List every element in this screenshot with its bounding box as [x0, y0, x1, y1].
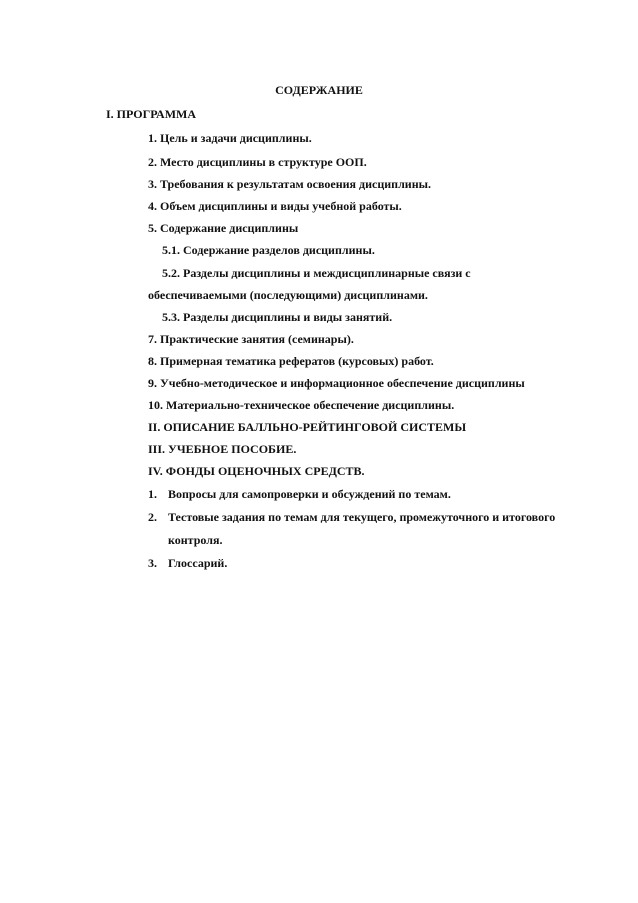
- toc-item-5-3: 5.3. Разделы дисциплины и виды занятий.: [162, 310, 393, 324]
- toc-item-5-2-continuation: обеспечиваемыми (последующими) дисциплинами.: [148, 288, 428, 302]
- toc-item-5: 5. Содержание дисциплины: [148, 221, 299, 235]
- toc-item-7: 7. Практические занятия (семинары).: [148, 332, 354, 346]
- toc-item-5-2: 5.2. Разделы дисциплины и междисциплинарные связи с: [162, 266, 471, 280]
- section-assessment-fund-heading: IV. ФОНДЫ ОЦЕНОЧНЫХ СРЕДСТВ.: [148, 464, 365, 478]
- fos-item-2-number: 2.: [148, 510, 157, 524]
- toc-item-5-1: 5.1. Содержание разделов дисциплины.: [162, 243, 375, 257]
- fos-item-1: [148, 487, 451, 501]
- fos-item-2-continuation: контроля.: [168, 533, 223, 547]
- toc-item-9: 9. Учебно-методическое и информационное обеспечение дисциплины: [148, 376, 525, 390]
- section-textbook-heading: III. УЧЕБНОЕ ПОСОБИЕ.: [148, 442, 297, 456]
- fos-item-1-text: Вопросы для самопроверки и обсуждений по темам.: [168, 487, 451, 501]
- fos-item-3-number: 3.: [148, 556, 157, 570]
- fos-item-2: [148, 510, 555, 524]
- fos-item-2-text: Тестовые задания по темам для текущего, промежуточного и итогового: [168, 510, 556, 524]
- section-program-heading: I. ПРОГРАММА: [106, 107, 197, 121]
- toc-item-10: 10. Материально-техническое обеспечение дисциплины.: [148, 398, 455, 412]
- toc-item-3: 3. Требования к результатам освоения дисциплины.: [148, 177, 431, 191]
- document-title: СОДЕРЖАНИЕ: [275, 83, 363, 97]
- section-rating-system-heading: II. ОПИСАНИЕ БАЛЛЬНО-РЕЙТИНГОВОЙ СИСТЕМЫ: [148, 420, 467, 434]
- toc-item-2: 2. Место дисциплины в структуре ООП.: [148, 155, 367, 169]
- fos-item-3-text: Глоссарий.: [168, 556, 228, 570]
- toc-item-8: 8. Примерная тематика рефератов (курсовых) работ.: [148, 354, 434, 368]
- toc-item-4: 4. Объем дисциплины и виды учебной работы.: [148, 199, 402, 213]
- toc-item-1: 1. Цель и задачи дисциплины.: [148, 131, 312, 145]
- fos-item-1-number: 1.: [148, 487, 157, 501]
- fos-item-3: [148, 556, 227, 570]
